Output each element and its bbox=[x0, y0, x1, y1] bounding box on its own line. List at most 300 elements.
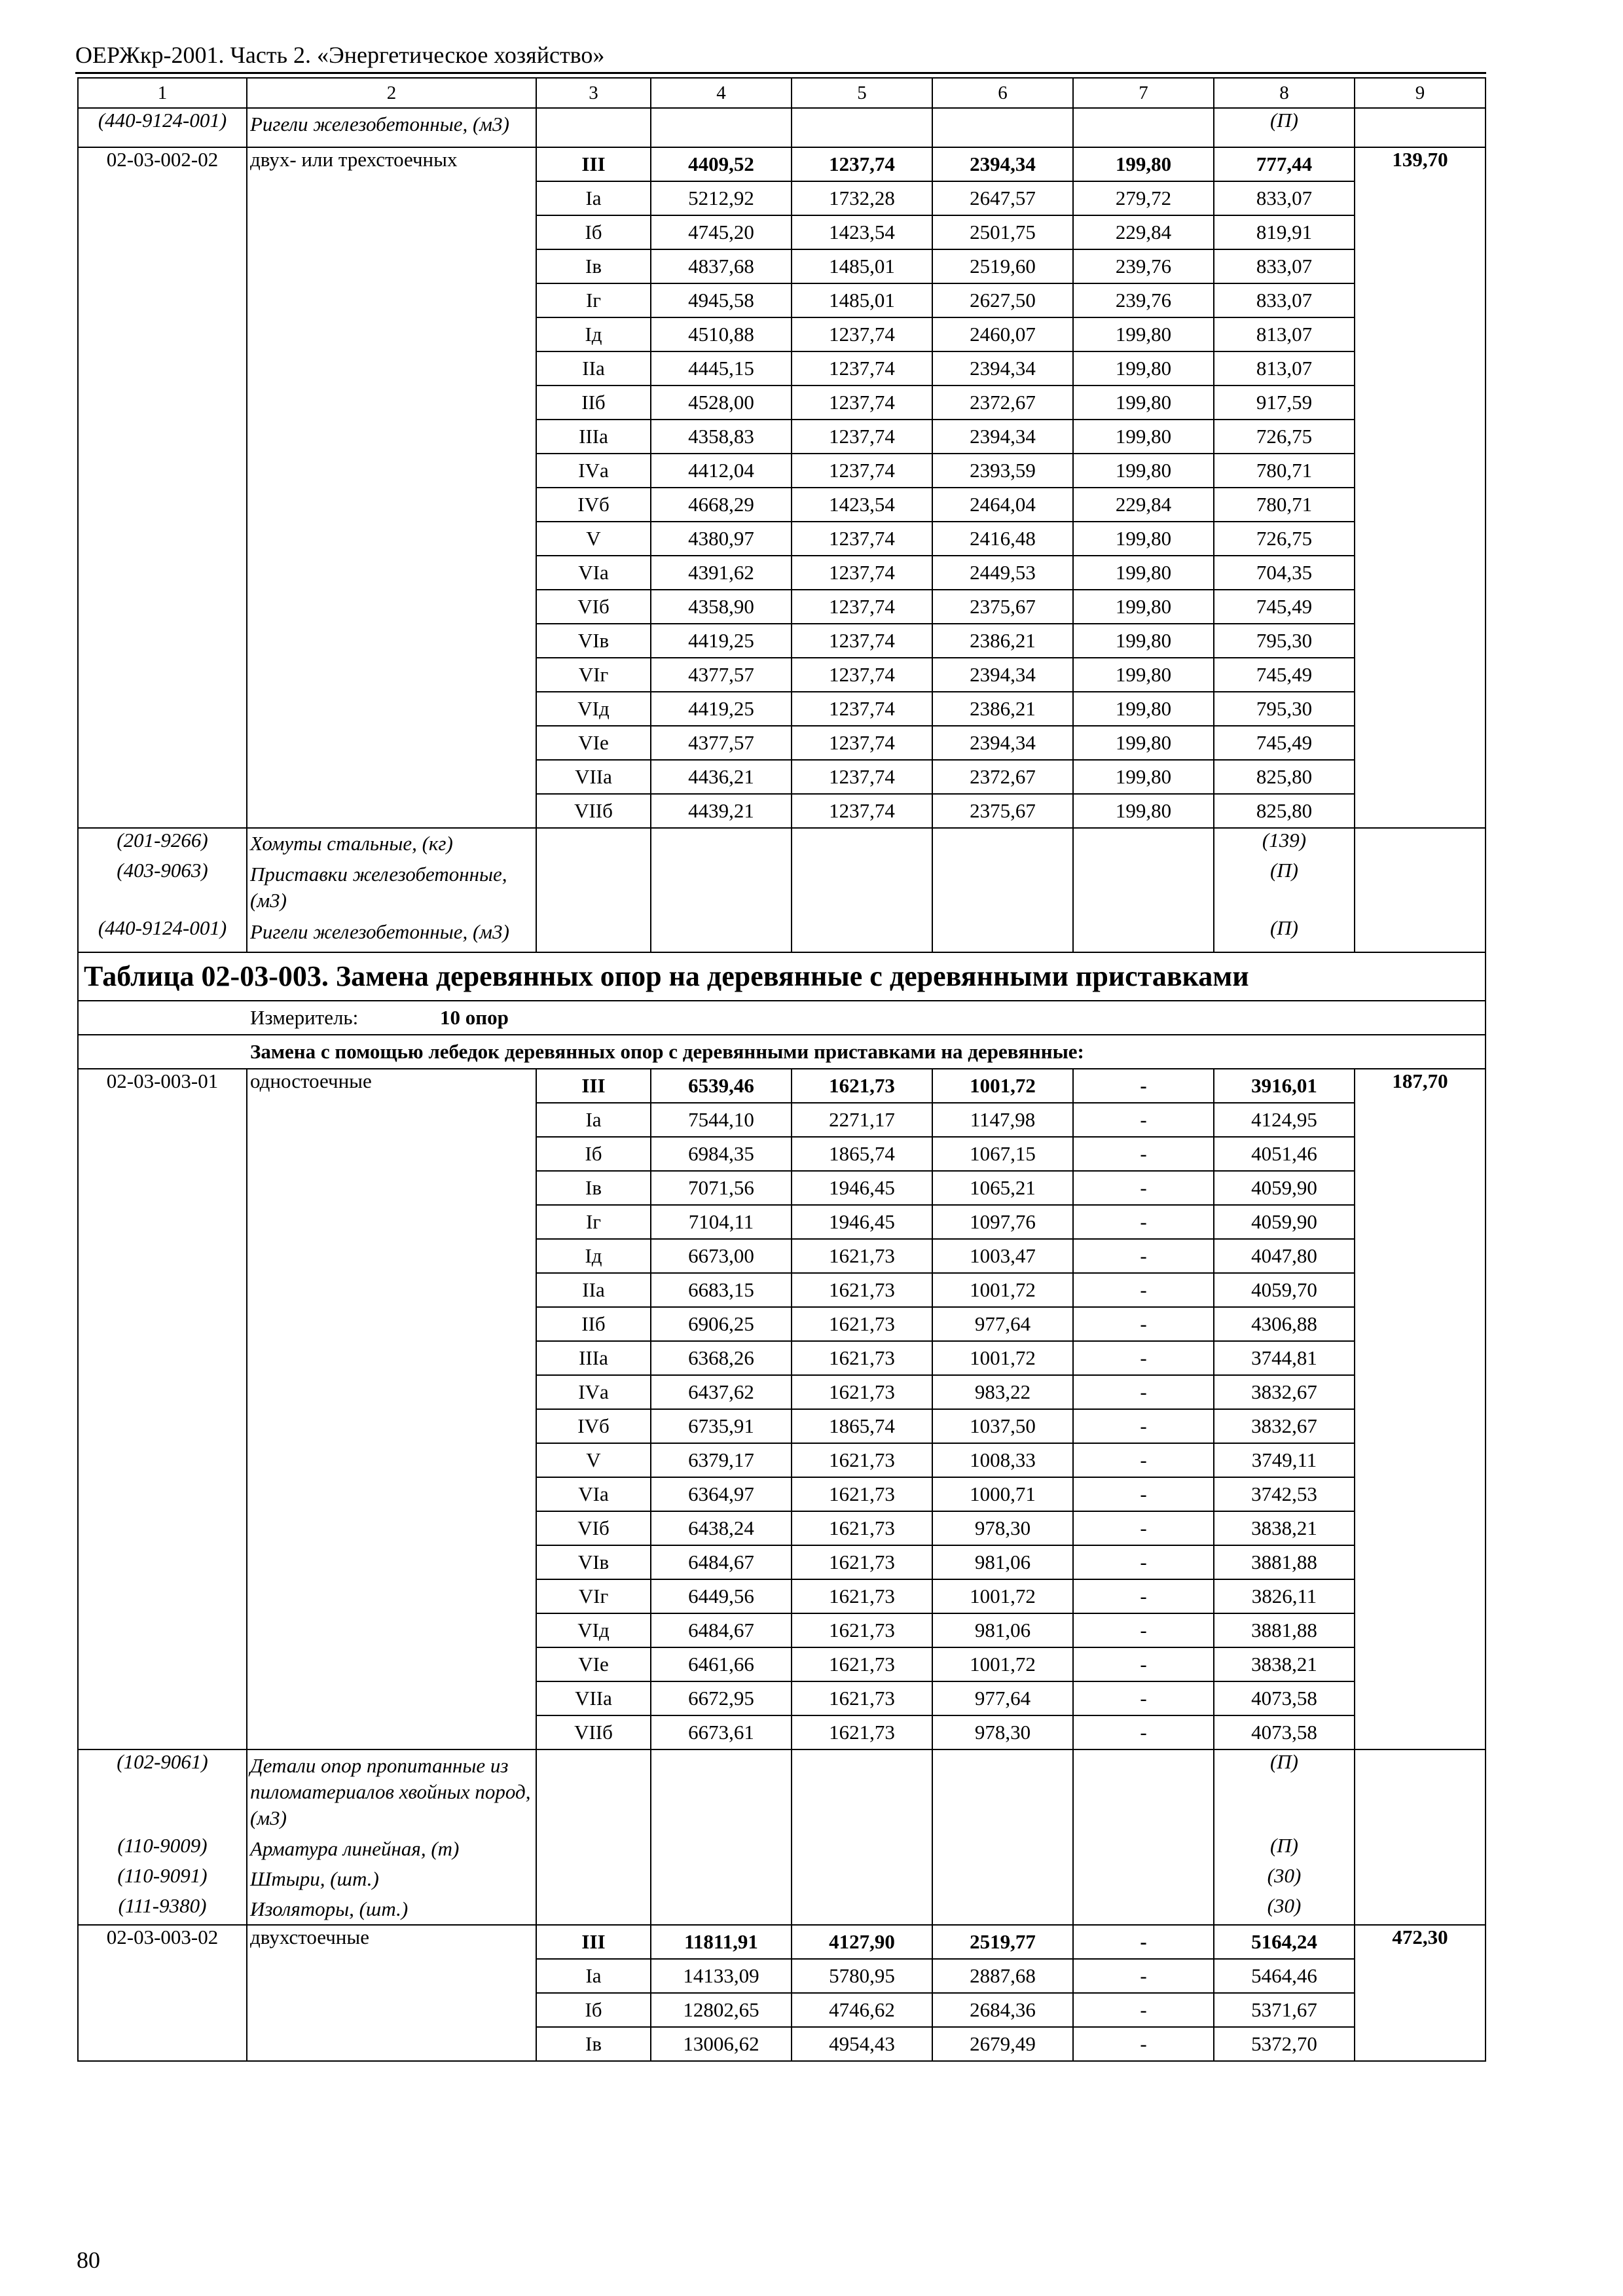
value-cell: - bbox=[1073, 1273, 1214, 1307]
value-cell: 1621,73 bbox=[792, 1715, 932, 1749]
value-cell: 780,71 bbox=[1214, 454, 1355, 488]
value-cell: 229,84 bbox=[1073, 215, 1214, 249]
value-cell: 2887,68 bbox=[932, 1959, 1073, 1993]
value-cell: 1237,74 bbox=[792, 726, 932, 760]
value-cell: 12802,65 bbox=[651, 1993, 792, 2027]
value-cell: 1237,74 bbox=[792, 556, 932, 590]
resource-row bbox=[78, 828, 1486, 859]
zone-cell: VIе bbox=[536, 726, 651, 760]
value-cell: 1237,74 bbox=[792, 420, 932, 454]
value-cell: 4419,25 bbox=[651, 624, 792, 658]
zone-cell: IVб bbox=[536, 488, 651, 522]
value-cell: 6379,17 bbox=[651, 1443, 792, 1477]
item-name: двухстоечные bbox=[247, 1925, 536, 2061]
value-cell: 4668,29 bbox=[651, 488, 792, 522]
value-cell: 1237,74 bbox=[792, 454, 932, 488]
value-cell: 239,76 bbox=[1073, 249, 1214, 283]
empty-cell bbox=[651, 916, 792, 952]
zone-cell: VIб bbox=[536, 1511, 651, 1545]
value-cell: 4445,15 bbox=[651, 351, 792, 386]
value-cell: 5371,67 bbox=[1214, 1993, 1355, 2027]
value-cell: 199,80 bbox=[1073, 726, 1214, 760]
value-cell: 6539,46 bbox=[651, 1069, 792, 1103]
zone-cell: Iб bbox=[536, 1993, 651, 2027]
zone-cell: V bbox=[536, 1443, 651, 1477]
column-number-cell: 9 bbox=[1355, 78, 1486, 108]
value-cell: 4059,90 bbox=[1214, 1171, 1355, 1205]
value-cell: 1237,74 bbox=[792, 658, 932, 692]
value-cell: 199,80 bbox=[1073, 556, 1214, 590]
table-title-row bbox=[78, 952, 1486, 1001]
resource-name: Приставки железобетонные, (м3) bbox=[247, 859, 536, 916]
zone-cell: Iв bbox=[536, 1171, 651, 1205]
value-cell: 1001,72 bbox=[932, 1647, 1073, 1681]
value-cell: 4439,21 bbox=[651, 794, 792, 828]
value-cell: 2271,17 bbox=[792, 1103, 932, 1137]
value-cell: 199,80 bbox=[1073, 590, 1214, 624]
value-cell: 1237,74 bbox=[792, 624, 932, 658]
value-cell: 14133,09 bbox=[651, 1959, 792, 1993]
empty-cell bbox=[651, 1749, 792, 1834]
value-cell: 4377,57 bbox=[651, 726, 792, 760]
item-code: 02-03-002-02 bbox=[78, 147, 247, 828]
value-cell: 4837,68 bbox=[651, 249, 792, 283]
value-cell: 239,76 bbox=[1073, 283, 1214, 317]
empty-cell bbox=[1355, 108, 1486, 147]
value-cell: 1001,72 bbox=[932, 1273, 1073, 1307]
value-cell: 1097,76 bbox=[932, 1205, 1073, 1239]
value-cell: 1001,72 bbox=[932, 1341, 1073, 1375]
empty-cell bbox=[792, 1749, 932, 1834]
value-cell: 1237,74 bbox=[792, 794, 932, 828]
value-cell: 4047,80 bbox=[1214, 1239, 1355, 1273]
resource-code: (111-9380) bbox=[78, 1894, 247, 1925]
value-cell: 745,49 bbox=[1214, 590, 1355, 624]
value-cell: 1946,45 bbox=[792, 1205, 932, 1239]
empty-cell bbox=[1355, 1749, 1486, 1834]
zone-cell: Iб bbox=[536, 1137, 651, 1171]
resource-code: (440-9124-001) bbox=[78, 108, 247, 147]
value-cell: 2394,34 bbox=[932, 420, 1073, 454]
value-cell: 977,64 bbox=[932, 1307, 1073, 1341]
value-cell: 6484,67 bbox=[651, 1545, 792, 1579]
zone-cell: VIв bbox=[536, 1545, 651, 1579]
resource-quantity: (П) bbox=[1214, 1834, 1355, 1864]
value-cell: - bbox=[1073, 1443, 1214, 1477]
value-cell: 4409,52 bbox=[651, 147, 792, 181]
price-row bbox=[78, 147, 1486, 181]
column-number-cell: 7 bbox=[1073, 78, 1214, 108]
value-cell: 2627,50 bbox=[932, 283, 1073, 317]
value-cell: 11811,91 bbox=[651, 1925, 792, 1959]
empty-cell bbox=[932, 1864, 1073, 1894]
value-cell: 1621,73 bbox=[792, 1239, 932, 1273]
value-cell: 199,80 bbox=[1073, 147, 1214, 181]
empty-cell bbox=[932, 108, 1073, 147]
value-cell: 1237,74 bbox=[792, 760, 932, 794]
value-cell: 5372,70 bbox=[1214, 2027, 1355, 2061]
value-cell: 4945,58 bbox=[651, 283, 792, 317]
value-cell: 4073,58 bbox=[1214, 1681, 1355, 1715]
value-cell: 726,75 bbox=[1214, 522, 1355, 556]
value-cell: 833,07 bbox=[1214, 283, 1355, 317]
value-cell: - bbox=[1073, 2027, 1214, 2061]
zone-cell: Iа bbox=[536, 1959, 651, 1993]
column-number-cell: 3 bbox=[536, 78, 651, 108]
zone-cell: IVа bbox=[536, 1375, 651, 1409]
value-cell: 3838,21 bbox=[1214, 1647, 1355, 1681]
value-cell: 3881,88 bbox=[1214, 1613, 1355, 1647]
value-cell: 2375,67 bbox=[932, 794, 1073, 828]
value-cell: - bbox=[1073, 1137, 1214, 1171]
zone-cell: Iа bbox=[536, 181, 651, 215]
value-cell: 1485,01 bbox=[792, 249, 932, 283]
zone-cell: III bbox=[536, 1069, 651, 1103]
value-cell: 813,07 bbox=[1214, 351, 1355, 386]
empty-cell bbox=[1355, 828, 1486, 859]
value-cell: 1237,74 bbox=[792, 351, 932, 386]
header-rule bbox=[75, 72, 1486, 74]
empty-cell bbox=[1073, 1894, 1214, 1925]
value-cell: 726,75 bbox=[1214, 420, 1355, 454]
value-cell: 4380,97 bbox=[651, 522, 792, 556]
value-cell: 2460,07 bbox=[932, 317, 1073, 351]
value-cell: 279,72 bbox=[1073, 181, 1214, 215]
value-cell: 4746,62 bbox=[792, 1993, 932, 2027]
empty-cell bbox=[1073, 1749, 1214, 1834]
empty-cell bbox=[651, 1894, 792, 1925]
empty-cell bbox=[1073, 859, 1214, 916]
value-cell: 2647,57 bbox=[932, 181, 1073, 215]
value-cell: 199,80 bbox=[1073, 658, 1214, 692]
value-cell: 1621,73 bbox=[792, 1307, 932, 1341]
resource-code: (440-9124-001) bbox=[78, 916, 247, 952]
value-cell: - bbox=[1073, 1103, 1214, 1137]
empty-cell bbox=[792, 108, 932, 147]
zone-cell: V bbox=[536, 522, 651, 556]
value-cell: 1621,73 bbox=[792, 1511, 932, 1545]
value-cell: 981,06 bbox=[932, 1545, 1073, 1579]
resource-row bbox=[78, 1894, 1486, 1925]
value-cell: 6438,24 bbox=[651, 1511, 792, 1545]
resource-quantity: (П) bbox=[1214, 108, 1355, 147]
value-cell: 4745,20 bbox=[651, 215, 792, 249]
resource-quantity: (П) bbox=[1214, 859, 1355, 916]
value-cell: 199,80 bbox=[1073, 454, 1214, 488]
empty-cell bbox=[536, 1864, 651, 1894]
value-cell: 1621,73 bbox=[792, 1477, 932, 1511]
value-cell: - bbox=[1073, 1069, 1214, 1103]
resource-name: Ригели железобетонные, (м3) bbox=[247, 108, 536, 147]
value-cell: 2394,34 bbox=[932, 147, 1073, 181]
resource-code: (110-9009) bbox=[78, 1834, 247, 1864]
resource-code: (403-9063) bbox=[78, 859, 247, 916]
empty-cell bbox=[1073, 108, 1214, 147]
value-cell: 199,80 bbox=[1073, 317, 1214, 351]
zone-cell: IIIа bbox=[536, 420, 651, 454]
empty-cell bbox=[536, 1894, 651, 1925]
value-cell: 2393,59 bbox=[932, 454, 1073, 488]
column-number-cell: 4 bbox=[651, 78, 792, 108]
value-cell: 4528,00 bbox=[651, 386, 792, 420]
zone-cell: VIд bbox=[536, 1613, 651, 1647]
value-cell: 4059,70 bbox=[1214, 1273, 1355, 1307]
empty-cell bbox=[792, 1864, 932, 1894]
empty-cell bbox=[651, 108, 792, 147]
value-cell: - bbox=[1073, 1239, 1214, 1273]
value-cell: - bbox=[1073, 1681, 1214, 1715]
empty-cell bbox=[1355, 1894, 1486, 1925]
value-cell: 199,80 bbox=[1073, 794, 1214, 828]
value-cell: 5164,24 bbox=[1214, 1925, 1355, 1959]
value-cell: 5780,95 bbox=[792, 1959, 932, 1993]
value-cell: 1237,74 bbox=[792, 590, 932, 624]
zone-cell: Iа bbox=[536, 1103, 651, 1137]
zone-cell: Iг bbox=[536, 283, 651, 317]
value-cell: 1621,73 bbox=[792, 1273, 932, 1307]
value-cell: 1001,72 bbox=[932, 1579, 1073, 1613]
empty-cell bbox=[1355, 916, 1486, 952]
value-cell: 4358,90 bbox=[651, 590, 792, 624]
value-cell: 7544,10 bbox=[651, 1103, 792, 1137]
resource-row bbox=[78, 1864, 1486, 1894]
value-cell: 3838,21 bbox=[1214, 1511, 1355, 1545]
column-number-cell: 8 bbox=[1214, 78, 1355, 108]
value-cell: - bbox=[1073, 1477, 1214, 1511]
value-cell: 5212,92 bbox=[651, 181, 792, 215]
value-cell: 1621,73 bbox=[792, 1375, 932, 1409]
value-cell: 3881,88 bbox=[1214, 1545, 1355, 1579]
value-cell: - bbox=[1073, 1545, 1214, 1579]
value-cell: - bbox=[1073, 1375, 1214, 1409]
value-cell: 2449,53 bbox=[932, 556, 1073, 590]
value-cell: 833,07 bbox=[1214, 181, 1355, 215]
value-cell: 199,80 bbox=[1073, 420, 1214, 454]
value-cell: 1237,74 bbox=[792, 522, 932, 556]
value-cell: 1946,45 bbox=[792, 1171, 932, 1205]
resource-quantity: (139) bbox=[1214, 828, 1355, 859]
measure-cell bbox=[78, 1001, 1486, 1035]
value-cell: 2394,34 bbox=[932, 658, 1073, 692]
value-cell: 6984,35 bbox=[651, 1137, 792, 1171]
value-cell: 6673,61 bbox=[651, 1715, 792, 1749]
zone-cell: IIб bbox=[536, 1307, 651, 1341]
resource-quantity: (30) bbox=[1214, 1864, 1355, 1894]
price-row bbox=[78, 1925, 1486, 1959]
resource-name: Хомуты стальные, (кг) bbox=[247, 828, 536, 859]
value-cell: 6368,26 bbox=[651, 1341, 792, 1375]
value-cell: - bbox=[1073, 1993, 1214, 2027]
resource-name: Ригели железобетонные, (м3) bbox=[247, 916, 536, 952]
resource-quantity: (30) bbox=[1214, 1894, 1355, 1925]
page-header: ОЕРЖкр-2001. Часть 2. «Энергетическое хозяйство» bbox=[75, 42, 605, 68]
value-cell: 1237,74 bbox=[792, 386, 932, 420]
resource-row bbox=[78, 1749, 1486, 1834]
zone-cell: VIIб bbox=[536, 1715, 651, 1749]
empty-cell bbox=[932, 859, 1073, 916]
item-code: 02-03-003-02 bbox=[78, 1925, 247, 2061]
zone-cell: IIIа bbox=[536, 1341, 651, 1375]
value-cell: 704,35 bbox=[1214, 556, 1355, 590]
empty-cell bbox=[932, 1894, 1073, 1925]
value-cell: - bbox=[1073, 1341, 1214, 1375]
resource-code: (102-9061) bbox=[78, 1749, 247, 1834]
empty-cell bbox=[536, 828, 651, 859]
resource-quantity: (П) bbox=[1214, 916, 1355, 952]
value-cell: 1037,50 bbox=[932, 1409, 1073, 1443]
value-cell: 819,91 bbox=[1214, 215, 1355, 249]
value-cell: 2375,67 bbox=[932, 590, 1073, 624]
value-cell: 6673,00 bbox=[651, 1239, 792, 1273]
value-cell: 4306,88 bbox=[1214, 1307, 1355, 1341]
value-cell: 6437,62 bbox=[651, 1375, 792, 1409]
value-cell: 1621,73 bbox=[792, 1647, 932, 1681]
value-cell: 795,30 bbox=[1214, 692, 1355, 726]
value-cell: - bbox=[1073, 1579, 1214, 1613]
value-cell: 199,80 bbox=[1073, 386, 1214, 420]
value-cell: 2386,21 bbox=[932, 624, 1073, 658]
value-cell: 1485,01 bbox=[792, 283, 932, 317]
table-title: Таблица 02-03-003. Замена деревянных опор на деревянные с деревянными приставками bbox=[78, 952, 1486, 1001]
value-cell: 1621,73 bbox=[792, 1681, 932, 1715]
empty-cell bbox=[932, 1834, 1073, 1864]
empty-cell bbox=[651, 1864, 792, 1894]
estimate-table bbox=[77, 77, 1486, 2062]
empty-cell bbox=[792, 1834, 932, 1864]
zone-cell: VIб bbox=[536, 590, 651, 624]
value-cell: 1237,74 bbox=[792, 317, 932, 351]
value-cell: 4073,58 bbox=[1214, 1715, 1355, 1749]
measure-value: 10 опор bbox=[440, 1006, 509, 1029]
value-cell: 2394,34 bbox=[932, 351, 1073, 386]
empty-cell bbox=[1073, 916, 1214, 952]
value-cell: 4124,95 bbox=[1214, 1103, 1355, 1137]
value-cell: 13006,62 bbox=[651, 2027, 792, 2061]
value-cell: 1865,74 bbox=[792, 1409, 932, 1443]
resource-row bbox=[78, 108, 1486, 147]
zone-cell: VIв bbox=[536, 624, 651, 658]
empty-cell bbox=[932, 916, 1073, 952]
value-cell: 6735,91 bbox=[651, 1409, 792, 1443]
resource-name: Детали опор пропитанные из пиломатериалов хвойных пород, (м3) bbox=[247, 1749, 536, 1834]
value-cell: 199,80 bbox=[1073, 624, 1214, 658]
zone-cell: Iв bbox=[536, 2027, 651, 2061]
measure-label: Измеритель: bbox=[250, 1006, 359, 1029]
value-cell: 795,30 bbox=[1214, 624, 1355, 658]
empty-cell bbox=[1355, 859, 1486, 916]
zone-cell: VIIа bbox=[536, 1681, 651, 1715]
value-cell: 1067,15 bbox=[932, 1137, 1073, 1171]
value-cell: 1621,73 bbox=[792, 1341, 932, 1375]
value-cell: - bbox=[1073, 1205, 1214, 1239]
value-cell: 199,80 bbox=[1073, 522, 1214, 556]
value-cell: - bbox=[1073, 1959, 1214, 1993]
value-cell: 2372,67 bbox=[932, 760, 1073, 794]
resource-name: Изоляторы, (шт.) bbox=[247, 1894, 536, 1925]
zone-cell: IVа bbox=[536, 454, 651, 488]
labor-cost: 139,70 bbox=[1355, 147, 1486, 828]
zone-cell: IIа bbox=[536, 351, 651, 386]
empty-cell bbox=[651, 1834, 792, 1864]
value-cell: 833,07 bbox=[1214, 249, 1355, 283]
zone-cell: III bbox=[536, 147, 651, 181]
value-cell: 3742,53 bbox=[1214, 1477, 1355, 1511]
zone-cell: Iд bbox=[536, 1239, 651, 1273]
value-cell: 825,80 bbox=[1214, 760, 1355, 794]
value-cell: 777,44 bbox=[1214, 147, 1355, 181]
value-cell: 6364,97 bbox=[651, 1477, 792, 1511]
zone-cell: IIа bbox=[536, 1273, 651, 1307]
value-cell: 199,80 bbox=[1073, 760, 1214, 794]
value-cell: - bbox=[1073, 1925, 1214, 1959]
value-cell: 2519,77 bbox=[932, 1925, 1073, 1959]
zone-cell: VIа bbox=[536, 1477, 651, 1511]
value-cell: 981,06 bbox=[932, 1613, 1073, 1647]
value-cell: 4412,04 bbox=[651, 454, 792, 488]
value-cell: 199,80 bbox=[1073, 351, 1214, 386]
value-cell: 1001,72 bbox=[932, 1069, 1073, 1103]
measure-row bbox=[78, 1001, 1486, 1035]
value-cell: - bbox=[1073, 1715, 1214, 1749]
resource-row bbox=[78, 916, 1486, 952]
value-cell: 1008,33 bbox=[932, 1443, 1073, 1477]
value-cell: 2501,75 bbox=[932, 215, 1073, 249]
empty-cell bbox=[792, 1894, 932, 1925]
value-cell: 1237,74 bbox=[792, 692, 932, 726]
zone-cell: VIг bbox=[536, 658, 651, 692]
empty-cell bbox=[792, 916, 932, 952]
value-cell: 6461,66 bbox=[651, 1647, 792, 1681]
zone-cell: Iв bbox=[536, 249, 651, 283]
resource-code: (110-9091) bbox=[78, 1864, 247, 1894]
empty-cell bbox=[1355, 1834, 1486, 1864]
value-cell: 745,49 bbox=[1214, 726, 1355, 760]
empty-cell bbox=[536, 859, 651, 916]
empty-cell bbox=[1073, 1834, 1214, 1864]
column-number-cell: 2 bbox=[247, 78, 536, 108]
resource-code: (201-9266) bbox=[78, 828, 247, 859]
value-cell: 2464,04 bbox=[932, 488, 1073, 522]
labor-cost: 187,70 bbox=[1355, 1069, 1486, 1749]
value-cell: 2416,48 bbox=[932, 522, 1073, 556]
labor-cost: 472,30 bbox=[1355, 1925, 1486, 2061]
value-cell: 229,84 bbox=[1073, 488, 1214, 522]
value-cell: 1621,73 bbox=[792, 1545, 932, 1579]
resource-row bbox=[78, 1834, 1486, 1864]
value-cell: 2394,34 bbox=[932, 726, 1073, 760]
subtitle-row bbox=[78, 1035, 1486, 1069]
value-cell: 6449,56 bbox=[651, 1579, 792, 1613]
zone-cell: IIб bbox=[536, 386, 651, 420]
value-cell: 6683,15 bbox=[651, 1273, 792, 1307]
value-cell: 2519,60 bbox=[932, 249, 1073, 283]
zone-cell: VIIа bbox=[536, 760, 651, 794]
value-cell: 6672,95 bbox=[651, 1681, 792, 1715]
value-cell: 4419,25 bbox=[651, 692, 792, 726]
resource-row bbox=[78, 859, 1486, 916]
resource-name: Штыри, (шт.) bbox=[247, 1864, 536, 1894]
value-cell: 4358,83 bbox=[651, 420, 792, 454]
value-cell: 1423,54 bbox=[792, 488, 932, 522]
resource-name: Арматура линейная, (т) bbox=[247, 1834, 536, 1864]
zone-cell: III bbox=[536, 1925, 651, 1959]
value-cell: 7071,56 bbox=[651, 1171, 792, 1205]
item-name: одностоечные bbox=[247, 1069, 536, 1749]
value-cell: 1865,74 bbox=[792, 1137, 932, 1171]
value-cell: 917,59 bbox=[1214, 386, 1355, 420]
value-cell: 199,80 bbox=[1073, 692, 1214, 726]
value-cell: - bbox=[1073, 1409, 1214, 1443]
